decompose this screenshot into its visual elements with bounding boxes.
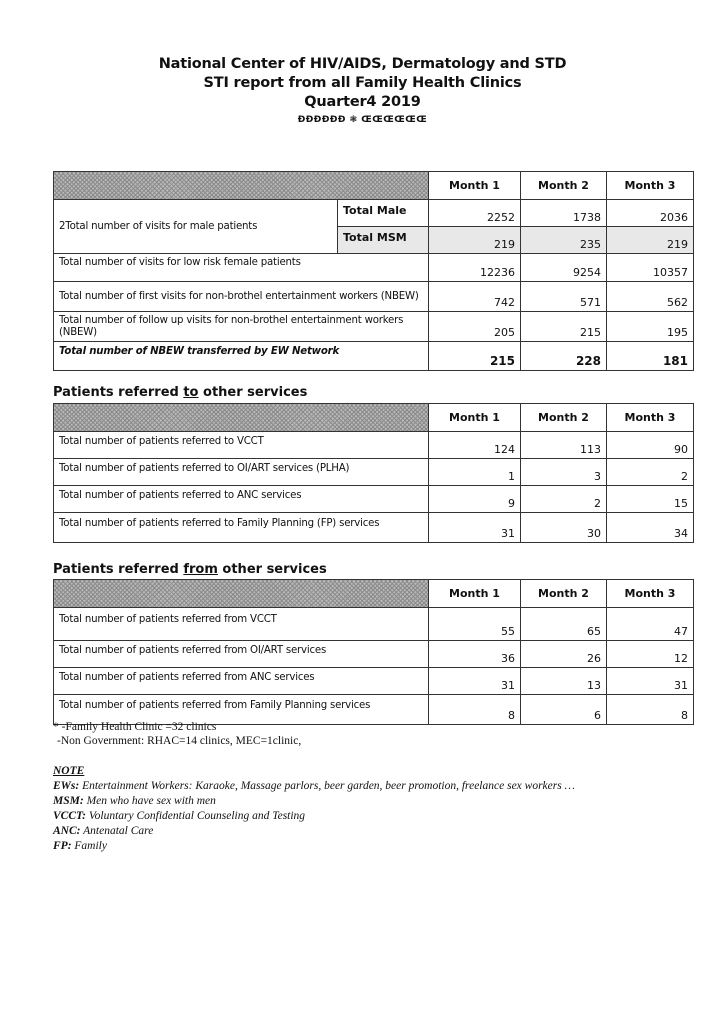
table-cell: 113 — [521, 432, 607, 459]
note-item: FP: Family — [53, 840, 107, 852]
table-cell: 742 — [429, 282, 521, 312]
col-month-2: Month 2 — [521, 404, 607, 432]
table-cell: 30 — [521, 513, 607, 543]
table-cell: 571 — [521, 282, 607, 312]
col-month-1: Month 1 — [429, 580, 521, 608]
male-visits-label: 2Total number of visits for male patients — [54, 200, 338, 254]
table-row-label: Total number of patients referred from Family Planning services — [54, 695, 429, 725]
table-cell: 65 — [521, 608, 607, 641]
referred-from-table — [53, 579, 694, 725]
report-header — [0, 55, 725, 125]
col-month-2: Month 2 — [521, 580, 607, 608]
table-row-label: Total number of visits for low risk female patients — [54, 254, 429, 282]
table-cell: 215 — [429, 342, 521, 371]
table-cell: 13 — [521, 668, 607, 695]
header-hatch-cell — [54, 580, 429, 608]
total-msm-label: Total MSM — [338, 227, 429, 254]
report-title-period: Quarter4 2019 — [304, 94, 421, 110]
footnote-non-government: -Non Government: RHAC=14 clinics, MEC=1clinic, — [57, 735, 302, 747]
total-male-month-3: 2036 — [607, 200, 694, 227]
table-cell: 12236 — [429, 254, 521, 282]
header-hatch-cell — [54, 404, 429, 432]
total-msm-month-1: 219 — [429, 227, 521, 254]
table-row-label: Total number of patients referred to VCCT — [54, 432, 429, 459]
table-row-label: Total number of first visits for non-brothel entertainment workers (NBEW) — [54, 282, 429, 312]
table-cell: 228 — [521, 342, 607, 371]
note-item: EWs: Entertainment Workers: Karaoke, Massage parlors, beer garden, beer promotion, freelance sex workers … — [53, 780, 575, 792]
table-cell: 215 — [521, 312, 607, 342]
table-cell: 8 — [607, 695, 694, 725]
table-row-label: Total number of patients referred from OI/ART services — [54, 641, 429, 668]
header-hatch-cell — [54, 172, 429, 200]
table-cell: 124 — [429, 432, 521, 459]
table-cell: 2 — [607, 459, 694, 486]
note-item: MSM: Men who have sex with men — [53, 795, 216, 807]
table-cell: 9254 — [521, 254, 607, 282]
table-cell: 195 — [607, 312, 694, 342]
report-title-org: National Center of HIV/AIDS, Dermatology and STD — [158, 56, 567, 72]
table-cell: 9 — [429, 486, 521, 513]
table-row-label: Total number of follow up visits for non-brothel entertainment workers (NBEW) — [54, 312, 429, 342]
table-cell: 562 — [607, 282, 694, 312]
total-male-month-2: 1738 — [521, 200, 607, 227]
table-cell: 15 — [607, 486, 694, 513]
table-cell: 2 — [521, 486, 607, 513]
table-cell: 26 — [521, 641, 607, 668]
col-month-1: Month 1 — [429, 172, 521, 200]
table-cell: 47 — [607, 608, 694, 641]
total-male-month-1: 2252 — [429, 200, 521, 227]
table-cell: 31 — [429, 668, 521, 695]
table-cell: 6 — [521, 695, 607, 725]
ornament-divider: ĐĐĐĐĐĐ ❃ ŒŒŒŒŒŒ — [297, 115, 428, 125]
table-cell: 55 — [429, 608, 521, 641]
table-cell: 12 — [607, 641, 694, 668]
table-cell: 31 — [429, 513, 521, 543]
col-month-3: Month 3 — [607, 580, 694, 608]
table-cell: 3 — [521, 459, 607, 486]
col-month-1: Month 1 — [429, 404, 521, 432]
table-cell: 1 — [429, 459, 521, 486]
table-row-label: Total number of patients referred to Family Planning (FP) services — [54, 513, 429, 543]
total-msm-month-3: 219 — [607, 227, 694, 254]
table-cell: 8 — [429, 695, 521, 725]
table-cell: 90 — [607, 432, 694, 459]
visits-table — [53, 171, 694, 371]
col-month-3: Month 3 — [607, 404, 694, 432]
col-month-2: Month 2 — [521, 172, 607, 200]
footnote-clinics — [53, 720, 301, 748]
section-title-referred-to: Patients referred to other services — [53, 385, 308, 400]
notes-section — [53, 764, 575, 854]
table-cell: 181 — [607, 342, 694, 371]
note-item: VCCT: Voluntary Confidential Counseling and Testing — [53, 810, 306, 822]
report-title-subject: STI report from all Family Health Clinics — [203, 75, 522, 91]
footnote-family-health: * -Family Health Clinic =32 clinics — [53, 721, 217, 733]
notes-heading: NOTE — [53, 765, 85, 777]
table-row-label: Total number of patients referred to OI/ART services (PLHA) — [54, 459, 429, 486]
table-row-label: Total number of patients referred to ANC services — [54, 486, 429, 513]
table-cell: 10357 — [607, 254, 694, 282]
table-cell: 34 — [607, 513, 694, 543]
table-cell: 31 — [607, 668, 694, 695]
total-male-label: Total Male — [338, 200, 429, 227]
section-title-referred-from: Patients referred from other services — [53, 562, 327, 577]
table-cell: 205 — [429, 312, 521, 342]
col-month-3: Month 3 — [607, 172, 694, 200]
total-msm-month-2: 235 — [521, 227, 607, 254]
nbew-transferred-label: Total number of NBEW transferred by EW Network — [54, 342, 429, 371]
note-item: ANC: Antenatal Care — [53, 825, 154, 837]
table-row-label: Total number of patients referred from ANC services — [54, 668, 429, 695]
referred-to-table — [53, 403, 694, 543]
table-row-label: Total number of patients referred from VCCT — [54, 608, 429, 641]
table-cell: 36 — [429, 641, 521, 668]
